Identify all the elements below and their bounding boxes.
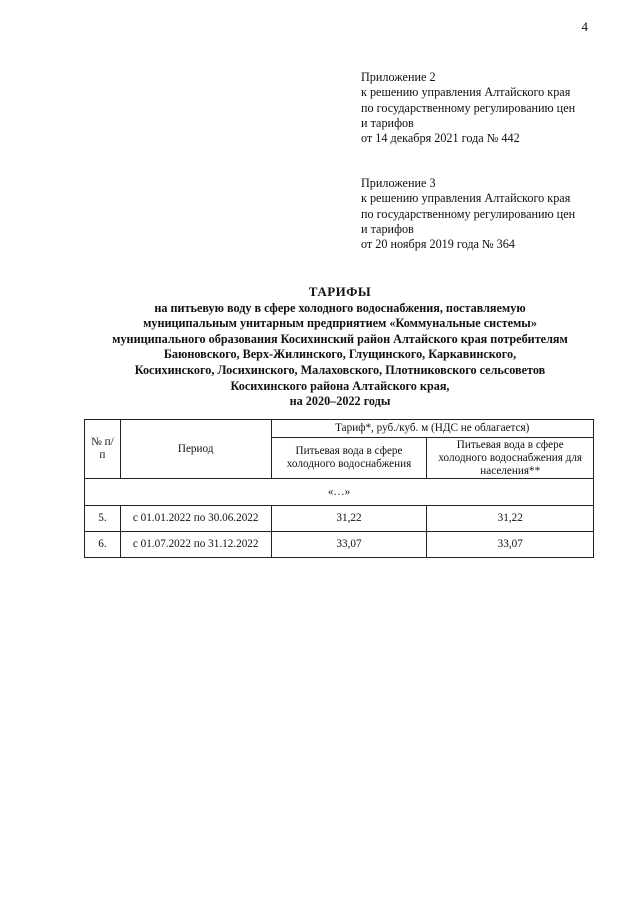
header-period: Период: [120, 420, 271, 479]
ellipsis-marker: «…»: [85, 479, 594, 506]
table-header-row: [85, 420, 594, 438]
row-tariff-population: 33,07: [427, 532, 594, 558]
header-number: № п/п: [85, 420, 121, 479]
title-line: на питьевую воду в сфере холодного водоснабжения, поставляемую: [154, 300, 526, 315]
table-row: [85, 506, 594, 532]
table-row: [85, 532, 594, 558]
appendix-3-date: от 20 ноября 2019 года № 364: [361, 237, 515, 252]
table-row-ellipsis: [85, 479, 594, 506]
title-line: муниципального образования Косихинский район Алтайского края потребителям: [112, 331, 568, 346]
row-tariff-cold-water: 31,22: [271, 506, 427, 532]
appendix-3-line: и тарифов: [361, 221, 414, 236]
tariff-table: [84, 419, 594, 558]
appendix-3-reference: [361, 176, 575, 252]
row-number: 6.: [85, 532, 121, 558]
row-period: с 01.07.2022 по 31.12.2022: [120, 532, 271, 558]
header-tariff: Тариф*, руб./куб. м (НДС не облагается): [271, 420, 593, 438]
header-cold-water-population: Питьевая вода в сфере холодного водоснабжения для населения**: [427, 438, 594, 479]
appendix-2-title: Приложение 2: [361, 70, 436, 84]
appendix-2-line: и тарифов: [361, 115, 414, 130]
appendix-3-title: Приложение 3: [361, 176, 436, 190]
title-line: муниципальным унитарным предприятием «Коммунальные системы»: [143, 316, 537, 331]
page-number: 4: [581, 19, 588, 34]
title-line: Косихинского района Алтайского края,: [230, 378, 450, 393]
appendix-2-date: от 14 декабря 2021 года № 442: [361, 131, 520, 146]
document-title: [60, 284, 620, 410]
row-tariff-cold-water: 33,07: [271, 532, 427, 558]
appendix-2-line: по государственному регулированию цен: [361, 100, 576, 115]
row-number: 5.: [85, 506, 121, 532]
header-cold-water: Питьевая вода в сфере холодного водоснабжения: [271, 438, 427, 479]
title-line: Баюновского, Верх-Жилинского, Глущинского, Каркавинского,: [163, 347, 517, 362]
title-line: Косихинского, Лосихинского, Малаховского, Плотниковского сельсоветов: [134, 362, 546, 377]
title-heading: ТАРИФЫ: [308, 284, 372, 299]
appendix-3-line: по государственному регулированию цен: [361, 206, 576, 221]
row-tariff-population: 31,22: [427, 506, 594, 532]
appendix-3-line: к решению управления Алтайского края: [361, 191, 571, 206]
appendix-2-reference: [361, 70, 575, 146]
row-period: с 01.01.2022 по 30.06.2022: [120, 506, 271, 532]
appendix-2-line: к решению управления Алтайского края: [361, 85, 571, 100]
title-line: на 2020–2022 годы: [289, 394, 391, 409]
